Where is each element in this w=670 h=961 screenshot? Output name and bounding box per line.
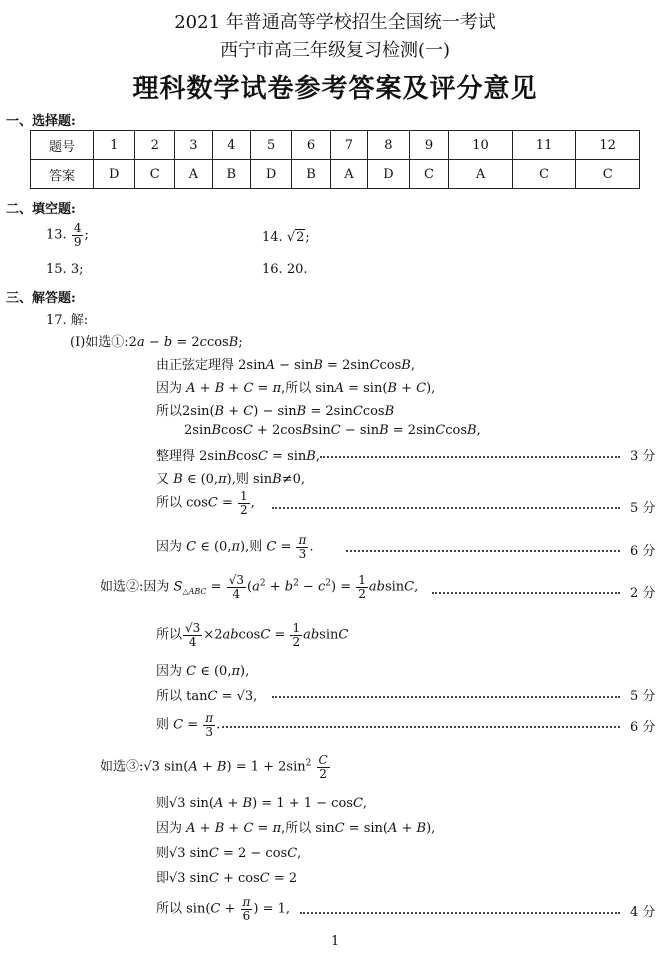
question-number: 15.	[46, 262, 67, 277]
solution-line: 因为 A + B + C = π,所以 sinC = sin(A + B),	[156, 821, 436, 836]
fill-answer-13	[46, 222, 89, 248]
table-cell: C	[409, 160, 449, 189]
table-cell: D	[368, 160, 409, 189]
score-mark: 5 分	[630, 501, 656, 516]
page-number: 1	[331, 934, 340, 949]
section-choice-heading: 一、选择题:	[6, 114, 76, 129]
sqrt-icon: √2	[286, 230, 305, 245]
score-leader	[300, 912, 620, 914]
solution-line: 所以 tanC = √3,	[156, 689, 258, 704]
fraction	[72, 222, 84, 248]
score-leader	[432, 592, 620, 594]
question-number: 14.	[262, 230, 283, 245]
table-cell: B	[212, 160, 250, 189]
table-header-question: 题号	[31, 131, 94, 160]
solution-line: 所以 cosC = $\frac{1}{2}$ ,	[156, 489, 255, 517]
punct: ;	[84, 227, 89, 243]
table-row	[31, 160, 640, 189]
score-leader	[272, 507, 620, 509]
table-cell: 7	[330, 131, 368, 160]
solution-line: 因为 C ∈ (0,π),	[156, 664, 250, 679]
case1-label: (Ⅰ)如选①:	[70, 335, 129, 350]
score-leader	[320, 456, 620, 458]
fill-answer-15	[46, 262, 83, 277]
table-cell: 2	[135, 131, 175, 160]
table-cell: D	[250, 160, 291, 189]
score-mark: 5 分	[630, 689, 656, 704]
score-mark: 2 分	[630, 586, 656, 601]
table-cell: D	[94, 160, 135, 189]
score-leader	[346, 550, 620, 552]
table-cell: 12	[576, 131, 640, 160]
radicand: 2	[296, 230, 305, 245]
score-mark: 6 分	[630, 720, 656, 735]
table-header-answer: 答案	[31, 160, 94, 189]
section-solve-heading: 三、解答题:	[6, 291, 76, 306]
score-mark: 6 分	[630, 544, 656, 559]
solution-line: 所以 $\frac{√3}{4}$ ×2abcosC = $\frac{1}{2}$ absinC	[156, 621, 349, 649]
case1-heading: (Ⅰ)如选①:2a − b = 2ccosB;	[70, 335, 243, 350]
solution-line: 由正弦定理得 2sinA − sinB = 2sinCcosB,	[156, 358, 415, 373]
choice-answer-table	[30, 130, 640, 189]
solution-line: 又 B ∈ (0,π),则 sinB≠0,	[156, 472, 306, 487]
page-title: 理科数学试卷参考答案及评分意见	[132, 74, 538, 104]
q17-label: 17. 解:	[46, 313, 89, 328]
solution-line: 因为 A + B + C = π,所以 sinA = sin(B + C),	[156, 381, 436, 396]
denominator: 9	[73, 234, 82, 249]
case2-label: 如选②:	[100, 579, 144, 595]
solution-line: 因为 C ∈ (0,π),则 C = $\frac{\pi}{3}$ .	[156, 533, 314, 561]
score-mark: 4 分	[630, 905, 656, 920]
table-cell: 8	[368, 131, 409, 160]
table-cell: 10	[449, 131, 513, 160]
table-cell: 3	[175, 131, 213, 160]
table-row	[31, 131, 640, 160]
solution-line: 则√3 sinC = 2 − cosC,	[156, 846, 302, 861]
table-cell: C	[512, 160, 576, 189]
answer: 3;	[70, 262, 84, 277]
table-cell: 1	[94, 131, 135, 160]
table-cell: C	[135, 160, 175, 189]
score-leader	[272, 696, 620, 698]
table-cell: A	[175, 160, 213, 189]
fill-answer-16	[262, 262, 308, 277]
table-cell: C	[576, 160, 640, 189]
question-number: 16.	[262, 262, 283, 277]
answer: 20.	[286, 262, 308, 277]
table-cell: 4	[212, 131, 250, 160]
solution-line: 所以 sin(C + $\frac{\pi}{6}$ ) = 1,	[156, 895, 291, 923]
solution-line: 所以2sin(B + C) − sinB = 2sinCcosB	[156, 404, 395, 419]
question-number: 13.	[46, 227, 67, 243]
fill-answer-14	[262, 230, 310, 245]
solution-line: 整理得 2sinBcosC = sinB,	[156, 449, 320, 464]
table-cell: 5	[250, 131, 291, 160]
solution-line: 2sinBcosC + 2cosBsinC − sinB = 2sinCcosB,	[184, 423, 481, 438]
numerator: 4	[73, 221, 82, 235]
case3-label: 如选③:	[100, 759, 144, 775]
solution-line: 则√3 sin(A + B) = 1 + 1 − cosC,	[156, 796, 368, 811]
punct: ;	[305, 230, 310, 245]
exam-title-line2: 西宁市高三年级复习检测(一)	[219, 40, 451, 61]
table-cell: 11	[512, 131, 576, 160]
table-cell: 9	[409, 131, 449, 160]
section-fill-heading: 二、填空题:	[6, 202, 76, 217]
table-cell: 6	[292, 131, 330, 160]
solution-line: 则 C = $\frac{\pi}{3}$ .	[156, 711, 221, 739]
solution-line: 即√3 sinC + cosC = 2	[156, 871, 298, 886]
score-leader	[222, 726, 620, 728]
case3-heading: 如选③:√3 $\sin(A + B) = 1 + 2\sin^2$ $\frac{C}{2}$	[100, 753, 328, 781]
score-mark: 3 分	[630, 449, 656, 464]
table-cell: A	[330, 160, 368, 189]
table-cell: A	[449, 160, 513, 189]
exam-title-line1: 2021 年普通高等学校招生全国统一考试	[174, 12, 496, 33]
table-cell: B	[292, 160, 330, 189]
case2-heading: 如选②:因为 $S_{\triangle ABC}$ = $\frac{√3}{4}$ $(a^2 + b^2 - c^2)$ = $\frac{1}{2}$ absinC,	[100, 573, 419, 601]
